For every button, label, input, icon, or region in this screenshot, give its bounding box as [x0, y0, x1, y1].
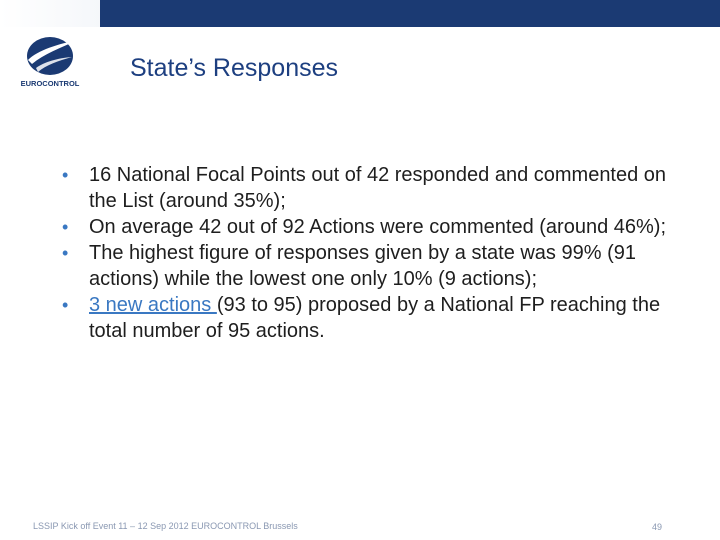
eurocontrol-logo — [14, 30, 86, 90]
bullet-text: The highest figure of responses given by a state was 99% (91 actions) while the lowest one only 10% (9 actions); — [89, 242, 636, 290]
new-actions-link[interactable]: 3 new actions — [89, 294, 217, 316]
bullet-item-3 — [62, 240, 672, 292]
top-banner — [0, 0, 720, 27]
bullet-dot-icon: • — [62, 295, 69, 315]
bullet-item-1 — [62, 162, 672, 214]
footer-text: LSSIP Kick off Event 11 – 12 Sep 2012 EUROCONTROL Brussels — [33, 521, 298, 531]
bullet-dot-icon: • — [62, 165, 69, 185]
bullet-item-2 — [62, 214, 672, 240]
bullet-text: (93 to 95) proposed by a National FP reaching the total number of 95 actions. — [89, 294, 661, 342]
bullet-list — [62, 162, 672, 344]
page-number: 49 — [652, 522, 663, 532]
bullet-dot-icon: • — [62, 243, 69, 263]
logo-text: EUROCONTROL — [20, 79, 80, 88]
bullet-text: 16 National Focal Points out of 42 responded and commented on the List (around 35%); — [89, 164, 667, 212]
bullet-text: On average 42 out of 92 Actions were commented (around 46%); — [89, 216, 667, 238]
bullet-dot-icon: • — [62, 217, 69, 237]
bullet-item-4 — [62, 292, 672, 344]
slide-title: State’s Responses — [130, 54, 338, 82]
